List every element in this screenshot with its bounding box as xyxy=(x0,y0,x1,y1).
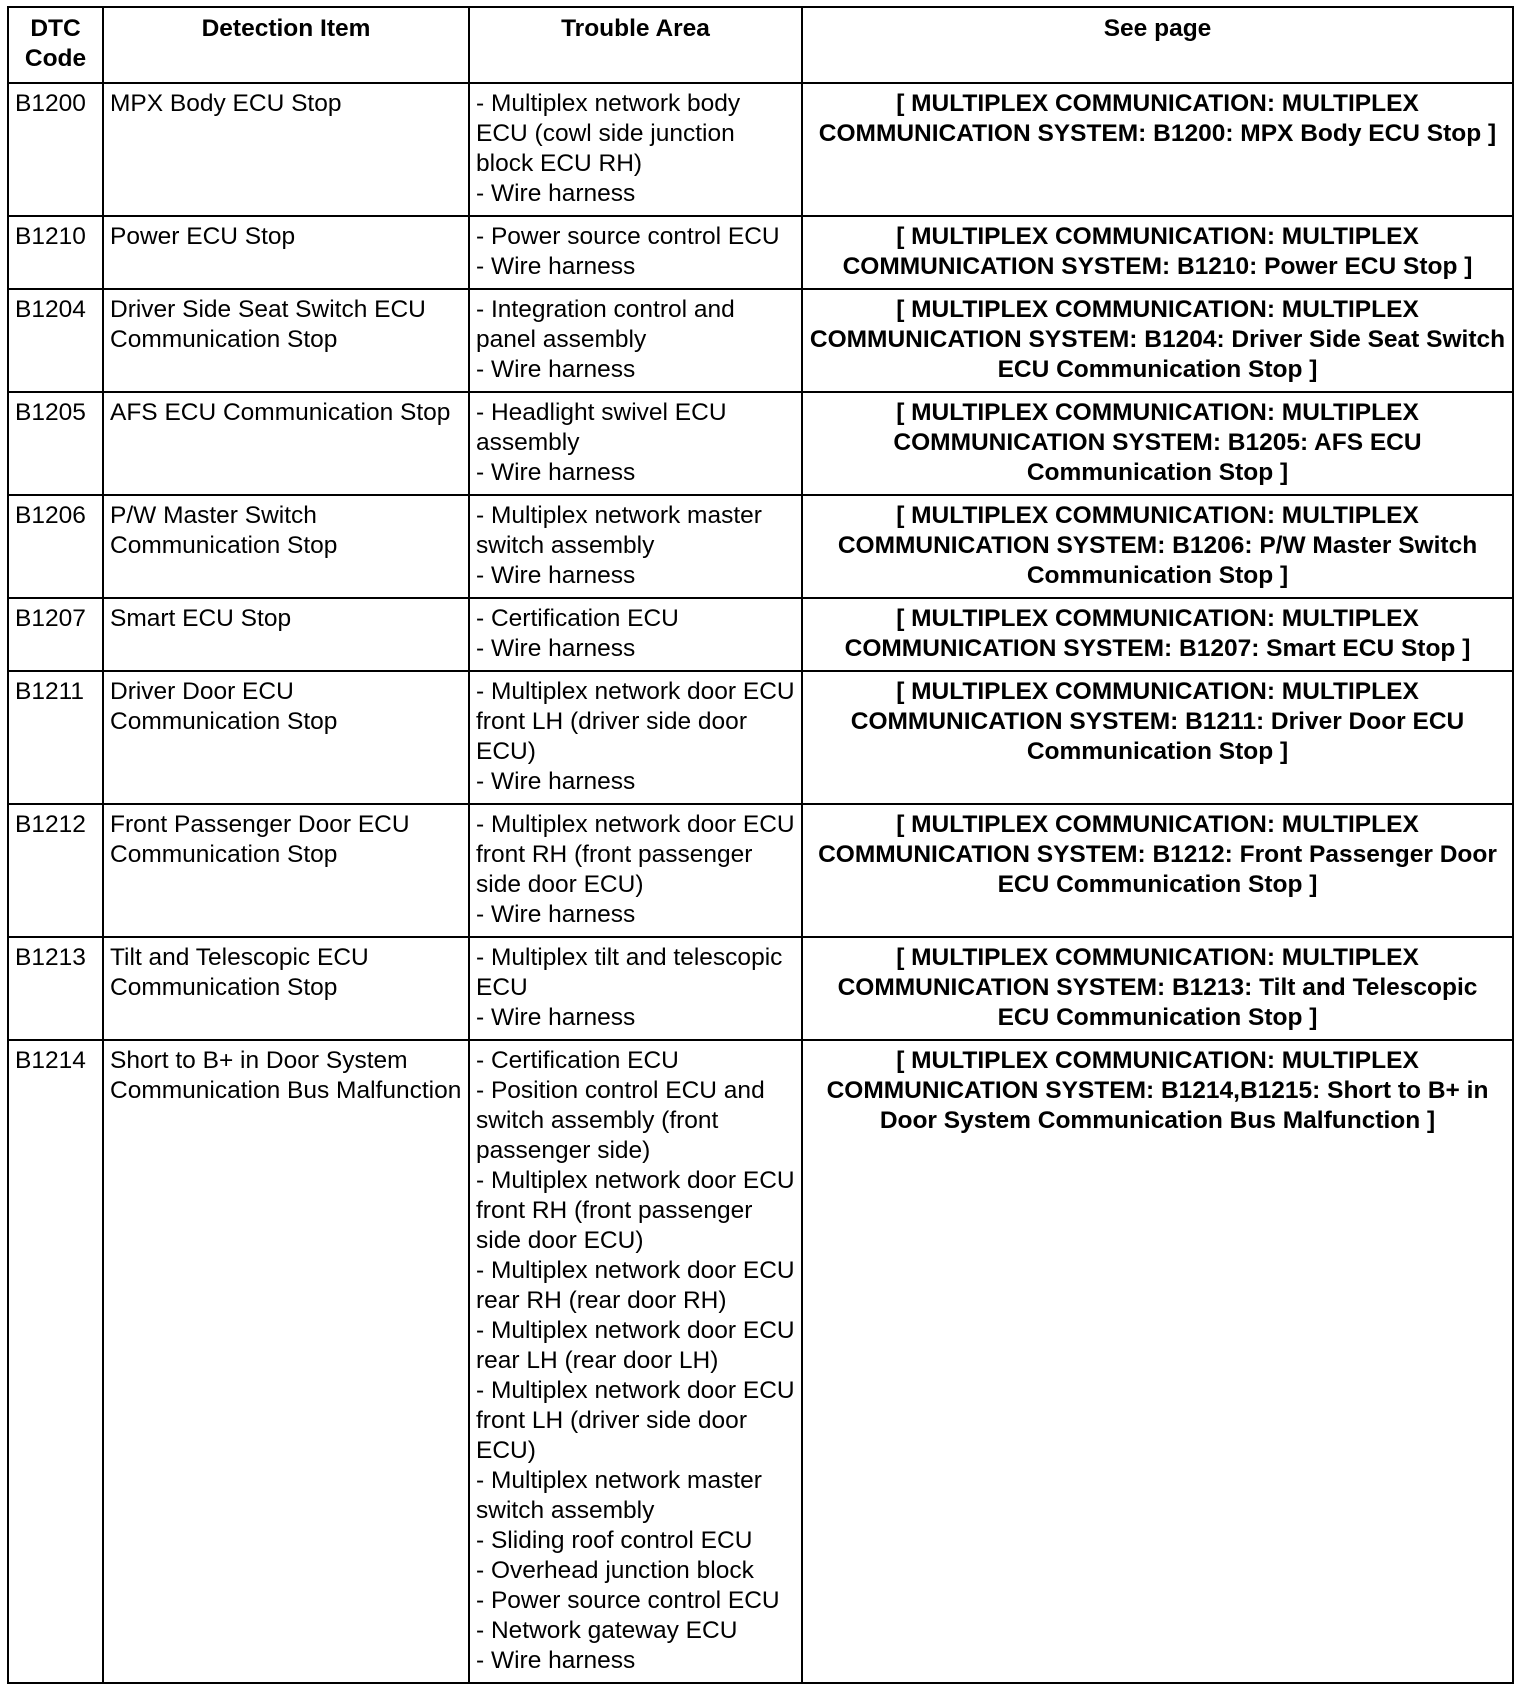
trouble-area-cell xyxy=(469,216,802,289)
trouble-area-line: - Wire harness xyxy=(476,1647,636,1674)
see-page-reference: [ MULTIPLEX COMMUNICATION: MULTIPLEX COMMUNICATION SYSTEM: B1210: Power ECU Stop ] xyxy=(802,216,1513,289)
table-row xyxy=(8,392,1513,495)
trouble-area-line: - Overhead junction block xyxy=(476,1557,754,1584)
dtc-code-cell: B1211 xyxy=(8,671,103,804)
trouble-area-line: - Headlight swivel ECU assembly xyxy=(476,399,727,456)
trouble-area-line: - Sliding roof control ECU xyxy=(476,1527,753,1554)
trouble-area-line: - Wire harness xyxy=(476,356,636,383)
table-row xyxy=(8,598,1513,671)
see-page-reference: [ MULTIPLEX COMMUNICATION: MULTIPLEX COMMUNICATION SYSTEM: B1207: Smart ECU Stop ] xyxy=(802,598,1513,671)
dtc-code-cell: B1212 xyxy=(8,804,103,937)
see-page-reference: [ MULTIPLEX COMMUNICATION: MULTIPLEX COMMUNICATION SYSTEM: B1206: P/W Master Switch Communication Stop ] xyxy=(802,495,1513,598)
trouble-area-line: - Wire harness xyxy=(476,253,636,280)
trouble-area-line: - Multiplex network master switch assembly xyxy=(476,1467,762,1524)
trouble-area-line: - Wire harness xyxy=(476,768,636,795)
header-trouble-area: Trouble Area xyxy=(469,7,802,83)
dtc-table xyxy=(7,6,1514,1684)
detection-item-cell: P/W Master Switch Communication Stop xyxy=(103,495,469,598)
trouble-area-cell xyxy=(469,495,802,598)
trouble-area-line: - Wire harness xyxy=(476,635,636,662)
detection-item-cell: Driver Door ECU Communication Stop xyxy=(103,671,469,804)
trouble-area-cell xyxy=(469,937,802,1040)
dtc-code-cell: B1205 xyxy=(8,392,103,495)
detection-item-cell: Smart ECU Stop xyxy=(103,598,469,671)
trouble-area-line: - Power source control ECU xyxy=(476,223,780,250)
header-row xyxy=(8,7,1513,83)
dtc-code-cell: B1207 xyxy=(8,598,103,671)
table-row xyxy=(8,671,1513,804)
dtc-code-cell: B1214 xyxy=(8,1040,103,1683)
detection-item-cell: Short to B+ in Door System Communication Bus Malfunction xyxy=(103,1040,469,1683)
trouble-area-line: - Wire harness xyxy=(476,180,636,207)
detection-item-cell: Front Passenger Door ECU Communication Stop xyxy=(103,804,469,937)
trouble-area-cell xyxy=(469,1040,802,1683)
detection-item-cell: Tilt and Telescopic ECU Communication Stop xyxy=(103,937,469,1040)
trouble-area-line: - Multiplex network door ECU rear RH (rear door RH) xyxy=(476,1257,795,1314)
see-page-reference: [ MULTIPLEX COMMUNICATION: MULTIPLEX COMMUNICATION SYSTEM: B1213: Tilt and Telescopic ECU Communication Stop ] xyxy=(802,937,1513,1040)
trouble-area-line: - Power source control ECU xyxy=(476,1587,780,1614)
see-page-reference: [ MULTIPLEX COMMUNICATION: MULTIPLEX COMMUNICATION SYSTEM: B1211: Driver Door ECU Communication Stop ] xyxy=(802,671,1513,804)
trouble-area-line: - Multiplex tilt and telescopic ECU xyxy=(476,944,783,1001)
table-row xyxy=(8,937,1513,1040)
see-page-reference: [ MULTIPLEX COMMUNICATION: MULTIPLEX COMMUNICATION SYSTEM: B1205: AFS ECU Communication Stop ] xyxy=(802,392,1513,495)
see-page-reference: [ MULTIPLEX COMMUNICATION: MULTIPLEX COMMUNICATION SYSTEM: B1200: MPX Body ECU Stop ] xyxy=(802,83,1513,216)
trouble-area-cell xyxy=(469,83,802,216)
trouble-area-line: - Multiplex network master switch assembly xyxy=(476,502,762,559)
detection-item-cell: AFS ECU Communication Stop xyxy=(103,392,469,495)
detection-item-cell: MPX Body ECU Stop xyxy=(103,83,469,216)
see-page-reference: [ MULTIPLEX COMMUNICATION: MULTIPLEX COMMUNICATION SYSTEM: B1204: Driver Side Seat Switch ECU Communication Stop ] xyxy=(802,289,1513,392)
table-row xyxy=(8,289,1513,392)
see-page-reference: [ MULTIPLEX COMMUNICATION: MULTIPLEX COMMUNICATION SYSTEM: B1212: Front Passenger Door ECU Communication Stop ] xyxy=(802,804,1513,937)
trouble-area-cell xyxy=(469,392,802,495)
see-page-reference: [ MULTIPLEX COMMUNICATION: MULTIPLEX COMMUNICATION SYSTEM: B1214,B1215: Short to B+ in Door System Communication Bus Malfunction ] xyxy=(802,1040,1513,1683)
trouble-area-line: - Multiplex network door ECU rear LH (rear door LH) xyxy=(476,1317,795,1374)
detection-item-cell: Driver Side Seat Switch ECU Communication Stop xyxy=(103,289,469,392)
trouble-area-line: - Wire harness xyxy=(476,901,636,928)
dtc-code-cell: B1213 xyxy=(8,937,103,1040)
table-row xyxy=(8,216,1513,289)
trouble-area-line: - Multiplex network door ECU front LH (driver side door ECU) xyxy=(476,678,795,765)
table-header xyxy=(8,7,1513,83)
trouble-area-line: - Position control ECU and switch assembly (front passenger side) xyxy=(476,1077,765,1164)
trouble-area-line: - Multiplex network door ECU front RH (front passenger side door ECU) xyxy=(476,1167,795,1254)
trouble-area-line: - Wire harness xyxy=(476,562,636,589)
trouble-area-line: - Certification ECU xyxy=(476,1047,679,1074)
dtc-code-cell: B1206 xyxy=(8,495,103,598)
table-row xyxy=(8,495,1513,598)
trouble-area-cell xyxy=(469,804,802,937)
detection-item-cell: Power ECU Stop xyxy=(103,216,469,289)
header-detection-item: Detection Item xyxy=(103,7,469,83)
table-row xyxy=(8,1040,1513,1683)
trouble-area-cell xyxy=(469,671,802,804)
trouble-area-line: - Wire harness xyxy=(476,1004,636,1031)
trouble-area-line: - Multiplex network door ECU front RH (front passenger side door ECU) xyxy=(476,811,795,898)
trouble-area-line: - Certification ECU xyxy=(476,605,679,632)
dtc-code-cell: B1204 xyxy=(8,289,103,392)
dtc-code-cell: B1210 xyxy=(8,216,103,289)
dtc-code-cell: B1200 xyxy=(8,83,103,216)
table-row xyxy=(8,83,1513,216)
trouble-area-line: - Multiplex network body ECU (cowl side junction block ECU RH) xyxy=(476,90,741,177)
header-see-page: See page xyxy=(802,7,1513,83)
trouble-area-line: - Multiplex network door ECU front LH (driver side door ECU) xyxy=(476,1377,795,1464)
trouble-area-cell xyxy=(469,598,802,671)
trouble-area-line: - Network gateway ECU xyxy=(476,1617,738,1644)
table-body xyxy=(8,83,1513,1683)
table-row xyxy=(8,804,1513,937)
trouble-area-line: - Integration control and panel assembly xyxy=(476,296,735,353)
trouble-area-cell xyxy=(469,289,802,392)
header-dtc-code: DTC Code xyxy=(8,7,103,83)
trouble-area-line: - Wire harness xyxy=(476,459,636,486)
